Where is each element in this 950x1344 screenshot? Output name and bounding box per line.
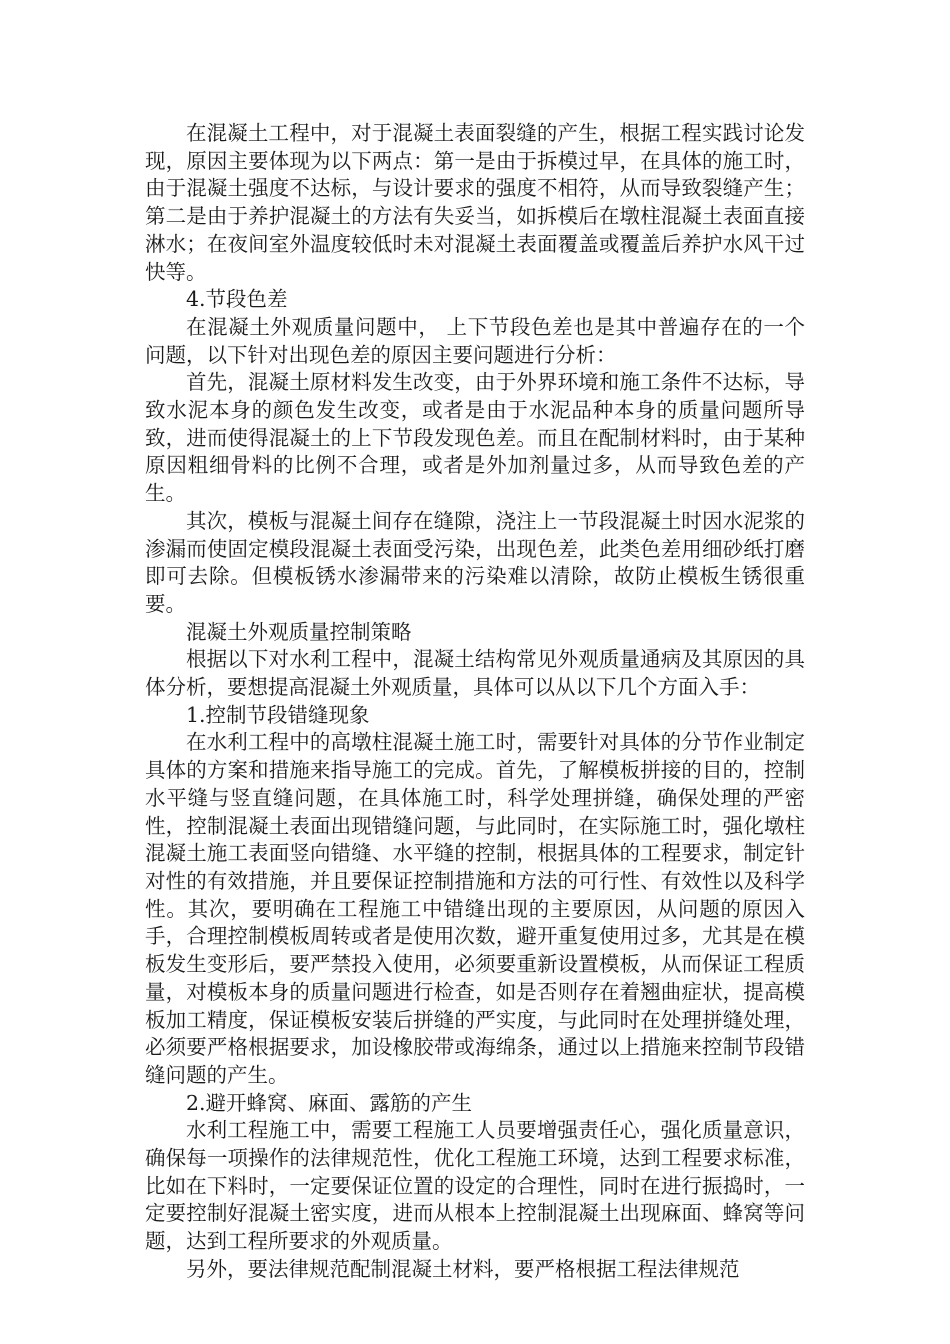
section-heading-control-strategy: 混凝土外观质量控制策略 [186, 619, 412, 644]
paragraph-honeycomb: 水利工程施工中，需要工程施工人员要增强责任心，强化质量意识，确保每一项操作的法律规范性，优化工程施工环境，达到工程要求标准，比如在下料时，一定要保证位置的设定的合理性，同时在进行振捣时，一定要控制好混凝土密实度，进而从根本上控制混凝土出现麻面、蜂窝等问题，达到工程所要求的外观质量。 [145, 1118, 805, 1254]
section-heading-misalignment: 1.控制节段错缝现象 [186, 702, 370, 727]
paragraph-crack-causes: 在混凝土工程中，对于混凝土表面裂缝的产生，根据工程实践讨论发现，原因主要体现为以下两点：第一是由于拆模过早，在具体的施工时，由于混凝土强度不达标，与设计要求的强度不相符，从而导致裂缝产生；第二是由于养护混凝土的方法有失妥当，如拆模后在墩柱混凝土表面直接淋水；在夜间室外温度较低时未对混凝土表面覆盖或覆盖后养护水风干过快等。 [145, 121, 805, 284]
section-heading-honeycomb: 2.避开蜂窝、麻面、露筋的产生 [186, 1090, 473, 1115]
paragraph-color-first: 首先，混凝土原材料发生改变，由于外界环境和施工条件不达标，导致水泥本身的颜色发生改变，或者是由于水泥品种本身的质量问题所导致，进而使得混凝土的上下节段发现色差。而且在配制材料时，由于某种原因粗细骨料的比例不合理，或者是外加剂量过多，从而导致色差的产生。 [145, 370, 805, 506]
paragraph-materials: 另外，要法律规范配制混凝土材料，要严格根据工程法律规范 [186, 1256, 740, 1281]
paragraph-strategy-intro: 根据以下对水利工程中，混凝土结构常见外观质量通病及其原因的具体分析，要想提高混凝土外观质量，具体可以从以下几个方面入手： [145, 647, 805, 700]
paragraph-color-intro: 在混凝土外观质量问题中， 上下节段色差也是其中普遍存在的一个问题，以下针对出现色差的原因主要问题进行分析： [145, 314, 805, 367]
section-heading-color-difference: 4.节段色差 [186, 287, 288, 312]
document-body [145, 120, 805, 1284]
paragraph-color-second: 其次，模板与混凝土间存在缝隙，浇注上一节段混凝土时因水泥浆的渗漏而使固定模段混凝土表面受污染，出现色差，此类色差用细砂纸打磨即可去除。但模板锈水渗漏带来的污染难以清除，故防止模板生锈很重要。 [145, 508, 805, 616]
paragraph-misalignment: 在水利工程中的高墩柱混凝土施工时，需要针对具体的分节作业制定具体的方案和措施来指导施工的完成。首先，了解模板拼接的目的，控制水平缝与竖直缝问题，在具体施工时，科学处理拼缝，确保处理的严密性，控制混凝土表面出现错缝问题，与此同时，在实际施工时，强化墩柱混凝土施工表面竖向错缝、水平缝的控制，根据具体的工程要求，制定针对性的有效措施，并且要保证控制措施和方法的可行性、有效性以及科学性。其次，要明确在工程施工中错缝出现的主要原因，从问题的原因入手，合理控制模板周转或者是使用次数，避开重复使用过多，尤其是在模板发生变形后，要严禁投入使用，必须要重新设置模板，从而保证工程质量，对模板本身的质量问题进行检查，如是否则存在着翘曲症状，提高模板加工精度，保证模板安装后拼缝的严实度，与此同时在处理拼缝处理，必须要严格根据要求，加设橡胶带或海绵条，通过以上措施来控制节段错缝问题的产生。 [145, 730, 805, 1087]
